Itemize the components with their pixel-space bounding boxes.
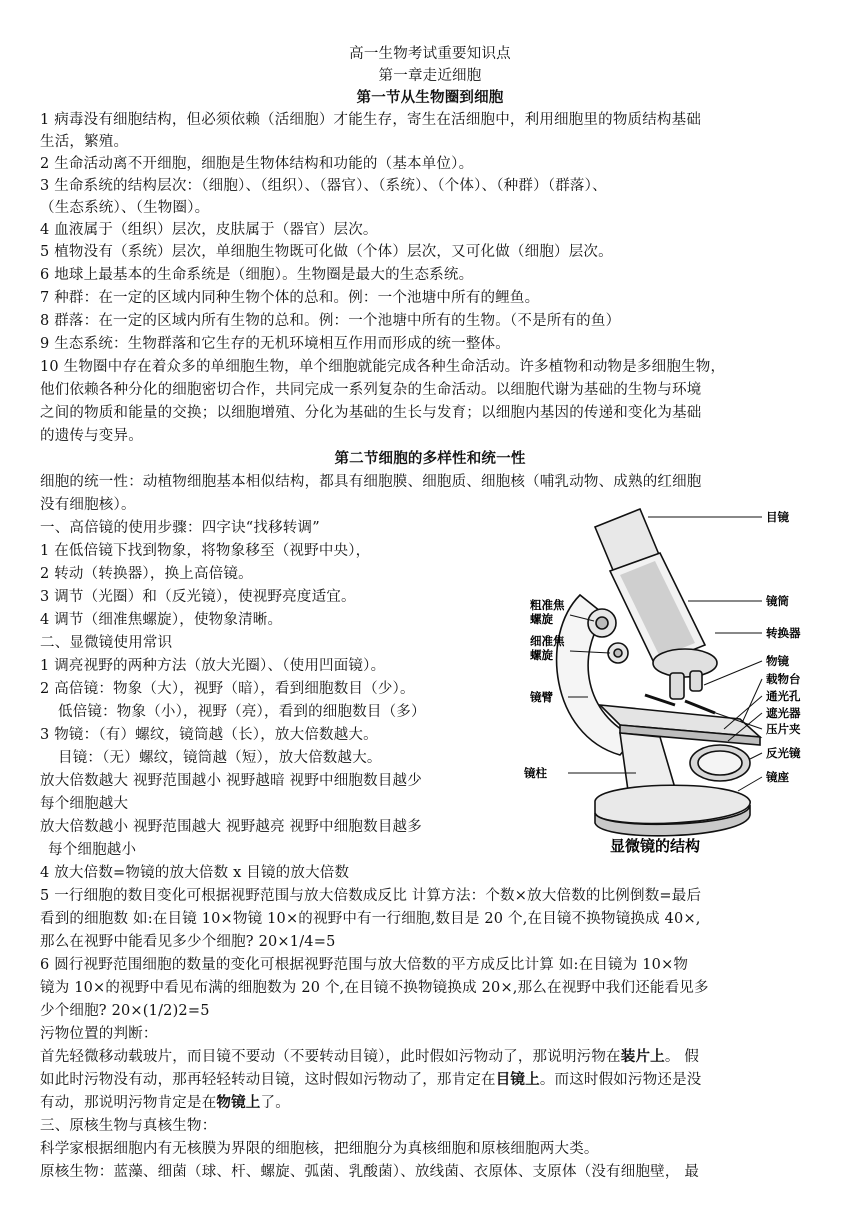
label-fine-adjust-2: 螺旋 xyxy=(530,648,553,662)
text-line: 细胞的统一性：动植物细胞基本相似结构，都具有细胞膜、细胞质、细胞核（哺乳动物、成熟的红细胞 xyxy=(40,474,702,490)
text-line: 6 圆行视野范围细胞的数量的变化可根据视野范围与放大倍数的平方成反比计算 如:在目镜为 10×物 xyxy=(40,957,689,973)
text-line: 少个细胞? 20×(1/2)2=5 xyxy=(40,1003,210,1019)
section-1-heading: 第一节从生物圈到细胞 xyxy=(356,89,504,106)
label-nosepiece: 转换器 xyxy=(766,626,801,640)
text-line: 污物位置的判断： xyxy=(40,1026,158,1042)
text-line: 每个细胞越大 xyxy=(40,796,129,812)
text-line: 镜为 10×的视野中看见布满的细胞数为 20 个,在目镜不换物镜换成 20×,那么在视野中我们还能看见多 xyxy=(40,980,709,996)
text-line: 1 调亮视野的两种方法（放大光圈）、（使用凹面镜）。 xyxy=(40,658,386,674)
text-span: 有动，那说明污物肯定是在 xyxy=(40,1095,217,1111)
section-2-heading: 第二节细胞的多样性和统一性 xyxy=(334,450,526,467)
text-line: 7 种群：在一定的区域内同种生物个体的总和。例：一个池塘中所有的鲤鱼。 xyxy=(40,290,540,306)
text-line: 5 一行细胞的数目变化可根据视野范围与放大倍数成反比 计算方法：个数×放大倍数的比例倒数=最后 xyxy=(40,888,702,904)
text-line: 三、原核生物与真核生物： xyxy=(40,1118,217,1134)
text-line: 5 植物没有（系统）层次，单细胞生物既可化做（个体）层次，又可化做（细胞）层次。 xyxy=(40,244,613,260)
text-line xyxy=(40,1093,290,1113)
label-diaphragm: 遮光器 xyxy=(766,706,801,720)
text-line: 6 地球上最基本的生命系统是（细胞）。生物圈是最大的生态系统。 xyxy=(40,267,474,283)
emphasis-text: 装片上 xyxy=(620,1048,665,1065)
text-line: 低倍镜：物象（小），视野（亮），看到的细胞数目（多） xyxy=(58,704,426,720)
text-line: 那么在视野中能看见多少个细胞? 20×1/4=5 xyxy=(40,934,336,950)
text-line: 目镜：（无）螺纹，镜筒越（短），放大倍数越大。 xyxy=(58,750,382,766)
text-line: 1 病毒没有细胞结构，但必须依赖（活细胞）才能生存，寄生在活细胞中，利用细胞里的物质结构基础 xyxy=(40,112,702,128)
text-line: 生活，繁殖。 xyxy=(40,134,129,150)
label-arm: 镜臂 xyxy=(530,690,553,704)
text-line: 3 生命系统的结构层次：（细胞）、（组织）、（器官）、（系统）、（个体）、（种群）（群落）、 xyxy=(40,178,607,194)
text-line: （生态系统）、（生物圈）。 xyxy=(40,200,210,216)
text-line: 原核生物：蓝藻、细菌（球、杆、螺旋、弧菌、乳酸菌）、放线菌、衣原体、支原体（没有细胞壁， 最 xyxy=(40,1164,700,1180)
microscope-figure xyxy=(510,505,810,865)
text-span: 。 假 xyxy=(664,1049,700,1065)
label-coarse-adjust: 粗准焦 xyxy=(530,598,565,612)
label-coarse-adjust-2: 螺旋 xyxy=(530,612,553,626)
label-clip: 压片夹 xyxy=(766,722,801,736)
chapter-title: 第一章走近细胞 xyxy=(378,68,482,84)
text-line: 二、显微镜使用常识 xyxy=(40,635,173,651)
text-line: 没有细胞核）。 xyxy=(40,497,136,513)
label-tube: 镜筒 xyxy=(766,594,789,608)
text-line: 的遗传与变异。 xyxy=(40,428,143,444)
microscope-illustration xyxy=(510,505,810,865)
label-pillar: 镜柱 xyxy=(524,766,547,780)
text-span: 。而这时假如污物还是没 xyxy=(539,1072,702,1088)
text-line: 10 生物圈中存在着众多的单细胞生物，单个细胞就能完成各种生命活动。许多植物和动物是多细胞生物， xyxy=(40,359,726,375)
text-line: 放大倍数越小 视野范围越大 视野越亮 视野中细胞数目越多 xyxy=(40,819,422,835)
label-fine-adjust: 细准焦 xyxy=(530,634,565,648)
text-line: 1 在低倍镜下找到物象，将物象移至（视野中央）， xyxy=(40,543,371,559)
text-line: 4 血液属于（组织）层次，皮肤属于（器官）层次。 xyxy=(40,222,378,238)
emphasis-text: 目镜上 xyxy=(495,1071,540,1088)
text-line: 2 转动（转换器），换上高倍镜。 xyxy=(40,566,253,582)
text-span: 首先轻微移动载玻片，而目镜不要动（不要转动目镜），此时假如污物动了，那说明污物在 xyxy=(40,1049,621,1065)
label-eyepiece: 目镜 xyxy=(766,510,789,524)
text-line: 4 放大倍数=物镜的放大倍数 x 目镜的放大倍数 xyxy=(40,865,350,881)
emphasis-text: 物镜上 xyxy=(216,1094,261,1111)
text-line xyxy=(40,1047,699,1067)
text-line: 4 调节（细准焦螺旋），使物象清晰。 xyxy=(40,612,283,628)
text-line: 2 高倍镜：物象（大），视野（暗），看到细胞数目（少）。 xyxy=(40,681,415,697)
label-stage: 载物台 xyxy=(766,672,801,686)
text-line: 之间的物质和能量的交换；以细胞增殖、分化为基础的生长与发育；以细胞内基因的传递和变化为基础 xyxy=(40,405,702,421)
text-line: 2 生命活动离不开细胞，细胞是生物体结构和功能的（基本单位）。 xyxy=(40,156,474,172)
text-line: 他们依赖各种分化的细胞密切合作，共同完成一系列复杂的生命活动。以细胞代谢为基础的生物与环境 xyxy=(40,382,702,398)
text-line: 科学家根据细胞内有无核膜为界限的细胞核，把细胞分为真核细胞和原核细胞两大类。 xyxy=(40,1141,599,1157)
text-line: 8 群落：在一定的区域内所有生物的总和。例：一个池塘中所有的生物。（不是所有的鱼） xyxy=(40,313,621,329)
text-line: 一、高倍镜的使用步骤：四字诀“找移转调” xyxy=(40,520,320,536)
text-span: 如此时污物没有动，那再轻轻转动目镜，这时假如污物动了，那肯定在 xyxy=(40,1072,496,1088)
text-line: 放大倍数越大 视野范围越小 视野越暗 视野中细胞数目越少 xyxy=(40,773,422,789)
label-aperture: 通光孔 xyxy=(766,689,801,703)
text-line xyxy=(40,1070,702,1090)
text-line: 3 调节（光圈）和（反光镜），使视野亮度适宜。 xyxy=(40,589,356,605)
label-base: 镜座 xyxy=(766,770,789,784)
label-objective: 物镜 xyxy=(766,654,789,668)
text-line: 每个细胞越小 xyxy=(48,842,137,858)
text-line: 9 生态系统：生物群落和它生存的无机环境相互作用而形成的统一整体。 xyxy=(40,336,510,352)
text-line: 3 物镜：（有）螺纹，镜筒越（长），放大倍数越大。 xyxy=(40,727,378,743)
figure-caption: 显微镜的结构 xyxy=(610,837,701,855)
label-mirror: 反光镜 xyxy=(766,746,801,760)
text-span: 了。 xyxy=(260,1095,290,1111)
text-line: 看到的细胞数 如:在目镜 10×物镜 10×的视野中有一行细胞,数目是 20 个,在目镜不换物镜换成 40×, xyxy=(40,911,701,927)
document-title: 高一生物考试重要知识点 xyxy=(349,46,511,62)
